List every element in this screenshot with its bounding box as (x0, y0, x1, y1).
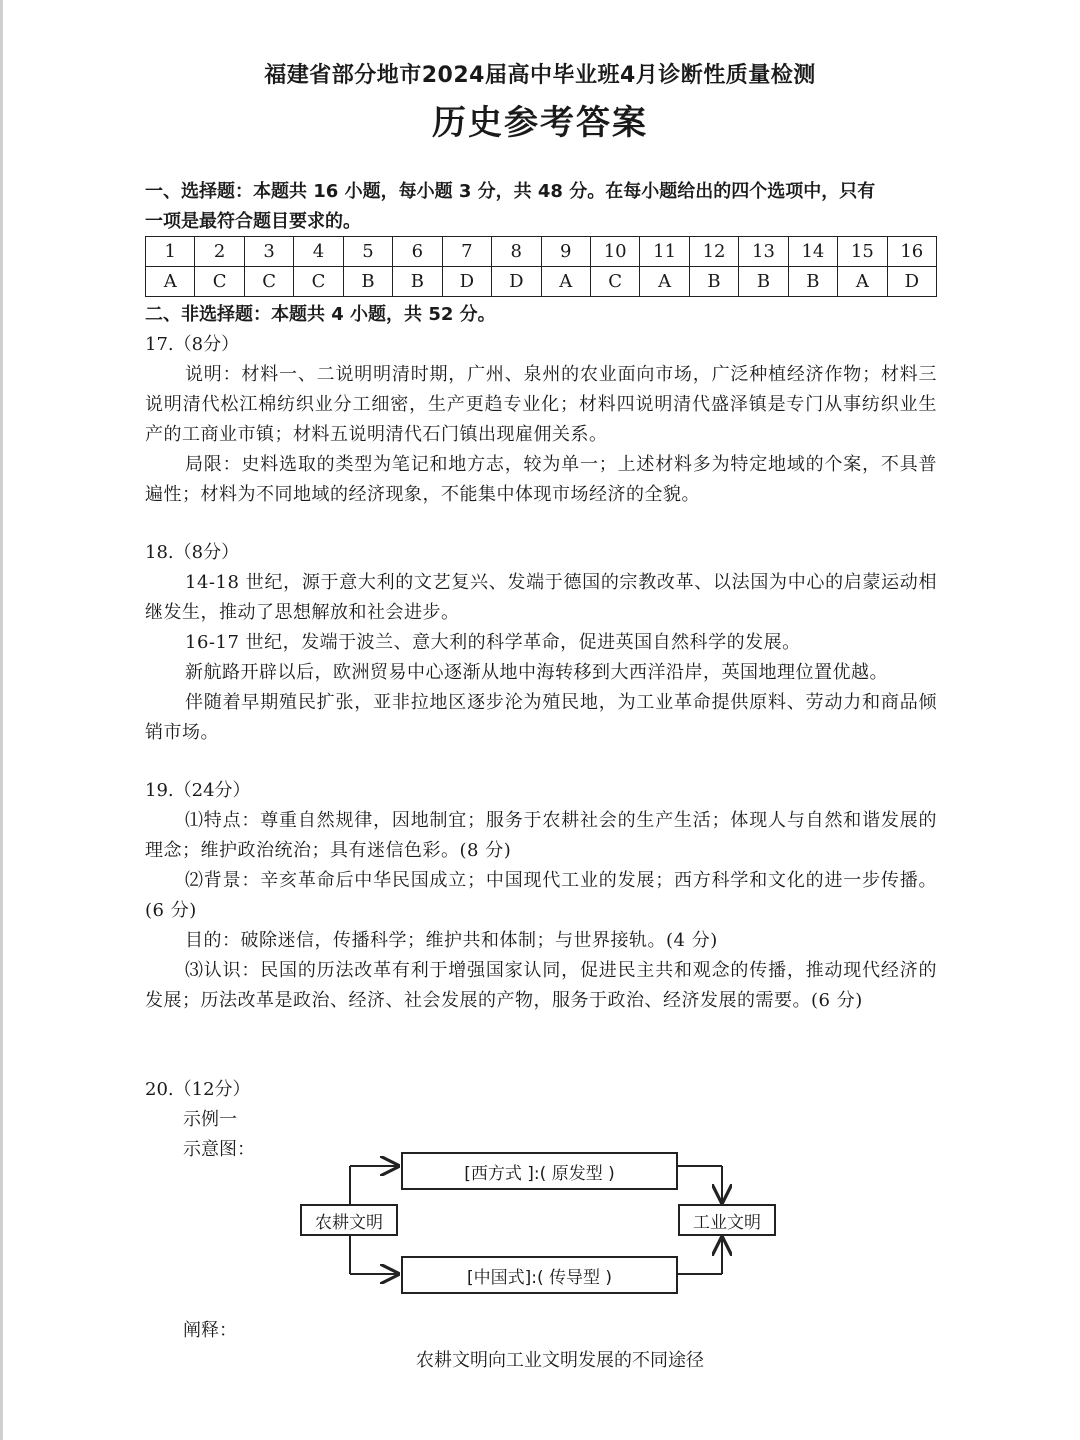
q17-heading: 17.（8分） (145, 334, 240, 355)
q18-paragraph-4: 伴随着早期殖民扩张，亚非拉地区逐步沦为殖民地，为工业革命提供原料、劳动力和商品倾销市场。 (145, 692, 937, 743)
answer-cell: C (244, 267, 293, 297)
q19-part2-purpose: 目的：破除迷信，传播科学；维护共和体制；与世界接轨。(4 分) (185, 930, 718, 951)
answer-table (145, 236, 937, 297)
answer-cell: A (541, 267, 590, 297)
question-number: 2 (195, 237, 244, 267)
question-number: 13 (739, 237, 788, 267)
q18-paragraph-3: 新航路开辟以后，欧洲贸易中心逐渐从地中海转移到大西洋沿岸，英国地理位置优越。 (185, 662, 888, 683)
q18-heading: 18.（8分） (145, 542, 240, 563)
answer-cell: B (739, 267, 788, 297)
exam-subtitle: 福建省部分地市2024届高中毕业班4月诊断性质量检测 (264, 63, 816, 88)
section1-heading-line1: 一、选择题：本题共 16 小题，每小题 3 分，共 48 分。在每小题给出的四个选项中，只有 (145, 181, 876, 202)
answer-cell: B (689, 267, 738, 297)
answer-cell: A (640, 267, 689, 297)
question-number: 4 (294, 237, 343, 267)
question-number: 3 (244, 237, 293, 267)
q18-paragraph-2: 16-17 世纪，发端于波兰、意大利的科学革命，促进英国自然科学的发展。 (185, 632, 801, 653)
answer-cell: D (442, 267, 491, 297)
western-path-box: [西方式 ]:( 原发型 ) (401, 1152, 678, 1190)
section2-heading: 二、非选择题：本题共 4 小题，共 52 分。 (145, 304, 496, 325)
q20-diagram-label: 示意图： (183, 1139, 255, 1160)
question-number: 7 (442, 237, 491, 267)
question-number: 16 (887, 237, 936, 267)
answer-cell: D (887, 267, 936, 297)
q20-heading: 20.（12分） (145, 1079, 251, 1100)
page-title: 历史参考答案 (432, 103, 648, 143)
q17-limitation: 局限：史料选取的类型为笔记和地方志，较为单一；上述材料多为特定地域的个案，不具普遍性；材料为不同地域的经济现象，不能集中体现市场经济的全貌。 (145, 454, 937, 505)
q17-explanation: 说明：材料一、二说明明清时期，广州、泉州的农业面向市场，广泛种植经济作物；材料三说明清代松江棉纺织业分工细密，生产更趋专业化；材料四说明清代盛泽镇是专门从事纺织业生产的工商业市镇；材料五说明清代石门镇出现雇佣关系。 (145, 364, 937, 445)
question-number: 15 (838, 237, 887, 267)
question-number: 6 (393, 237, 442, 267)
industrial-civilization-box: 工业文明 (678, 1204, 776, 1236)
question-number: 12 (689, 237, 738, 267)
answer-cell: A (146, 267, 195, 297)
answer-cell: A (838, 267, 887, 297)
answer-cell: C (294, 267, 343, 297)
q19-part1: ⑴特点：尊重自然规律，因地制宜；服务于农耕社会的生产生活；体现人与自然和谐发展的理念；维护政治统治；具有迷信色彩。(8 分) (145, 810, 937, 861)
chinese-path-box: [中国式]:( 传导型 ) (401, 1256, 678, 1294)
answer-table-numbers-row (146, 237, 937, 267)
answer-cell: C (590, 267, 639, 297)
question-number: 10 (590, 237, 639, 267)
answer-cell: D (492, 267, 541, 297)
question-number: 1 (146, 237, 195, 267)
q20-example-label: 示例一 (183, 1109, 237, 1130)
question-number: 11 (640, 237, 689, 267)
diagram-caption: 农耕文明向工业文明发展的不同途径 (416, 1350, 704, 1371)
q19-heading: 19.（24分） (145, 780, 251, 801)
q19-part3: ⑶认识：民国的历法改革有利于增强国家认同，促进民主共和观念的传播，推动现代经济的发展；历法改革是政治、经济、社会发展的产物，服务于政治、经济发展的需要。(6 分) (145, 960, 937, 1011)
civilization-path-diagram (290, 1148, 790, 1298)
agricultural-civilization-box: 农耕文明 (300, 1204, 398, 1236)
q19-part2-background: ⑵背景：辛亥革命后中华民国成立；中国现代工业的发展；西方科学和文化的进一步传播。(6 分) (145, 870, 937, 921)
q20-explain-label: 阐释： (183, 1320, 237, 1341)
answer-cell: B (393, 267, 442, 297)
question-number: 9 (541, 237, 590, 267)
answer-table-answers-row (146, 267, 937, 297)
question-number: 14 (788, 237, 837, 267)
answer-cell: B (343, 267, 392, 297)
answer-cell: B (788, 267, 837, 297)
question-number: 8 (492, 237, 541, 267)
section1-heading-line2: 一项是最符合题目要求的。 (145, 211, 361, 232)
page-edge (0, 0, 3, 1440)
question-number: 5 (343, 237, 392, 267)
q18-paragraph-1: 14-18 世纪，源于意大利的文艺复兴、发端于德国的宗教改革、以法国为中心的启蒙运动相继发生，推动了思想解放和社会进步。 (145, 572, 937, 623)
answer-cell: C (195, 267, 244, 297)
